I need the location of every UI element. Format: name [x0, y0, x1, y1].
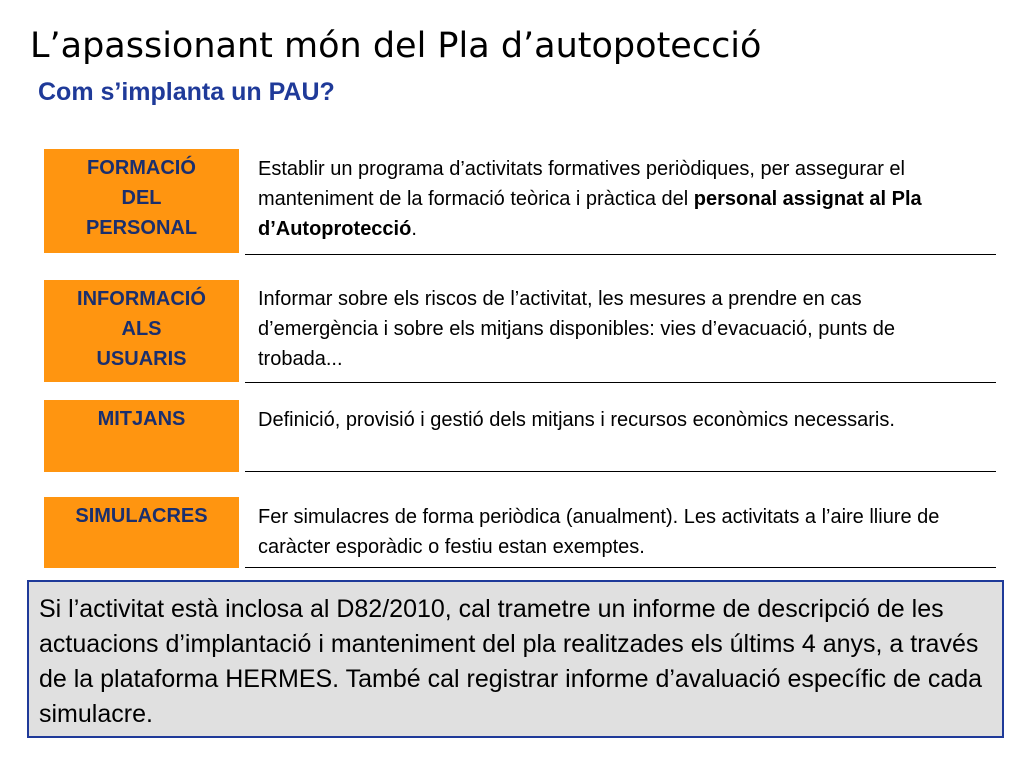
- row-divider: [245, 382, 996, 383]
- description-bold-text: personal assignat al Pla d’Autoprotecció: [258, 188, 922, 240]
- label-informacio-als-usuaris: [44, 280, 239, 382]
- label-mitjans: [44, 400, 239, 472]
- description-end: .: [411, 218, 417, 240]
- description-mitjans: Definició, provisió i gestió dels mitjans i recursos econòmics necessaris.: [258, 409, 895, 431]
- description-formacio: [258, 154, 978, 244]
- description-informacio: Informar sobre els riscos de l’activitat, les mesures a prendre en cas d’emergència i sobre els mitjans disponibles: vies d’evacuació, punts de trobada...: [258, 288, 896, 370]
- row-divider: [245, 471, 996, 472]
- row-divider: [245, 567, 996, 568]
- label-line: ALS: [121, 318, 162, 340]
- label-simulacres: [44, 497, 239, 568]
- label-line: USUARIS: [96, 348, 187, 370]
- description-simulacres: Fer simulacres de forma periòdica (anualment). Les activitats a l’aire lliure de caràcter esporàdic o festiu estan exemptes.: [258, 506, 940, 558]
- description-text: Establir un programa d’activitats formatives periòdiques, per assegurar el manteniment de la formació teòrica i pràctica del: [258, 158, 905, 210]
- label-line: MITJANS: [97, 408, 186, 430]
- slide-subtitle: Com s’implanta un PAU?: [38, 78, 335, 106]
- label-line: FORMACIÓ: [87, 157, 196, 179]
- label-line: DEL: [121, 187, 162, 209]
- label-line: PERSONAL: [85, 217, 198, 239]
- slide-title: L’apassionant món del Pla d’autopotecció: [30, 26, 762, 66]
- label-line: INFORMACIÓ: [77, 288, 206, 310]
- label-formacio-del-personal: [44, 149, 239, 253]
- label-line: SIMULACRES: [75, 505, 208, 527]
- hermes-note-box: [27, 580, 1004, 738]
- row-divider: [245, 254, 996, 255]
- note-text: Si l’activitat està inclosa al D82/2010, cal trametre un informe de descripció de les actuacions d’implantació i manteniment del pla realitzades els últims 4 anys, a través de la plataforma HERMES. També cal registrar informe d’avaluació específic de cada simulacre.: [39, 595, 983, 728]
